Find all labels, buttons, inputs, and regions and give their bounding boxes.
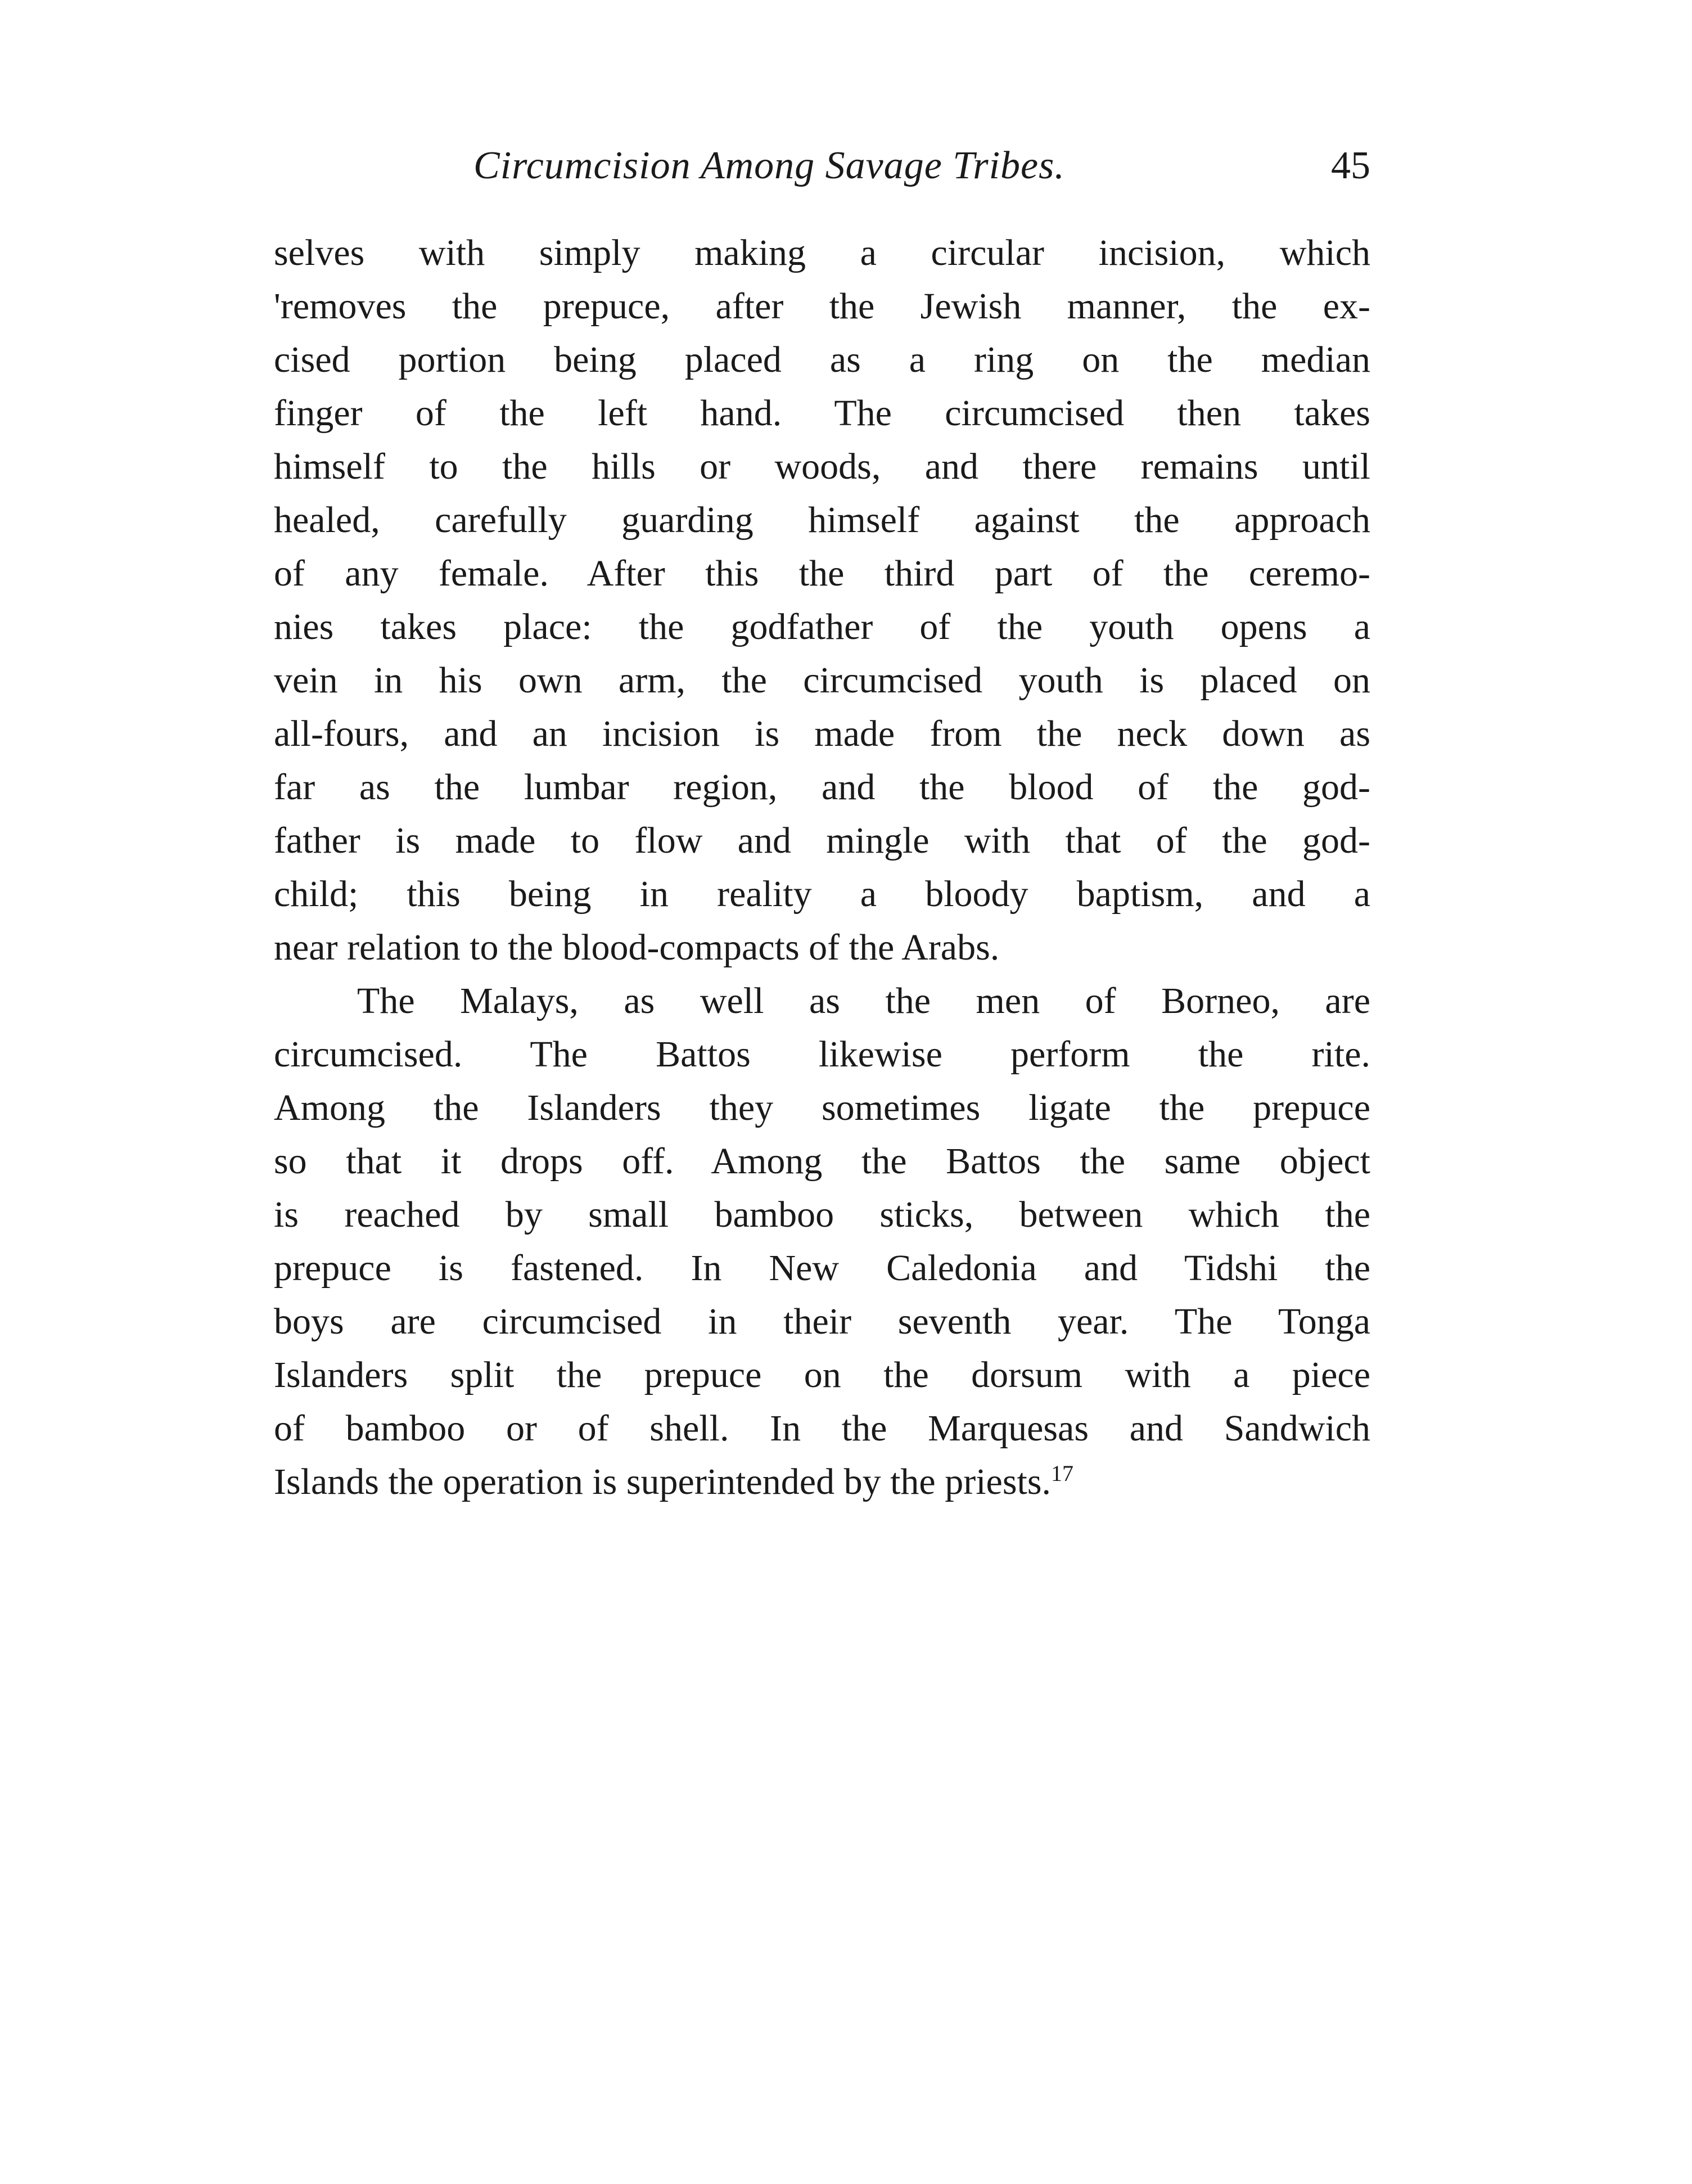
footnote-reference[interactable]: 17 — [1051, 1461, 1074, 1486]
text-line: 'removes the prepuce, after the Jewish manner, the ex- — [274, 286, 1370, 327]
text-line: far as the lumbar region, and the blood of the god- — [274, 767, 1370, 808]
text-line: finger of the left hand. The circumcised then takes — [274, 393, 1370, 434]
text-line: The Malays, as well as the men of Borneo, are — [357, 980, 1370, 1021]
text-line: vein in his own arm, the circumcised youth is placed on — [274, 660, 1370, 701]
text-line-final — [274, 1455, 1370, 1508]
text-line: child; this being in reality a bloody baptism, and a — [274, 873, 1370, 915]
text-line: boys are circumcised in their seventh year. The Tonga — [274, 1301, 1370, 1342]
running-head — [274, 135, 1370, 197]
text-line: nies takes place: the godfather of the youth opens a — [274, 606, 1370, 647]
text-line: cised portion being placed as a ring on the median — [274, 339, 1370, 380]
text-line: near relation to the blood-compacts of the Arabs. — [274, 927, 1000, 968]
paragraph-2 — [274, 974, 1370, 1508]
body-text — [274, 226, 1370, 1508]
paragraph-1 — [274, 226, 1370, 974]
text-line: healed, carefully guarding himself against the approach — [274, 499, 1370, 541]
page-number: 45 — [1331, 144, 1370, 187]
text-line: himself to the hills or woods, and there remains until — [274, 446, 1370, 487]
text-line: Islanders split the prepuce on the dorsum with a piece — [274, 1354, 1370, 1395]
text-line: father is made to flow and mingle with that of the god- — [274, 820, 1370, 861]
text-line: of bamboo or of shell. In the Marquesas and Sandwich — [274, 1408, 1370, 1449]
text-line: circumcised. The Battos likewise perform the rite. — [274, 1034, 1370, 1075]
text-line: of any female. After this the third part of the ceremo- — [274, 553, 1370, 594]
text-line: prepuce is fastened. In New Caledonia and Tidshi the — [274, 1248, 1370, 1289]
text-line: selves with simply making a circular incision, which — [274, 232, 1370, 273]
text-line: Among the Islanders they sometimes ligate the prepuce — [274, 1087, 1370, 1128]
text-line: all-fours, and an incision is made from the neck down as — [274, 713, 1370, 754]
text-line: is reached by small bamboo sticks, between which the — [274, 1194, 1370, 1235]
final-line-text: Islands the operation is superintended by the priests. — [274, 1461, 1052, 1502]
text-line: so that it drops off. Among the Battos the same object — [274, 1141, 1370, 1182]
running-title: Circumcision Among Savage Tribes. — [473, 144, 1065, 187]
